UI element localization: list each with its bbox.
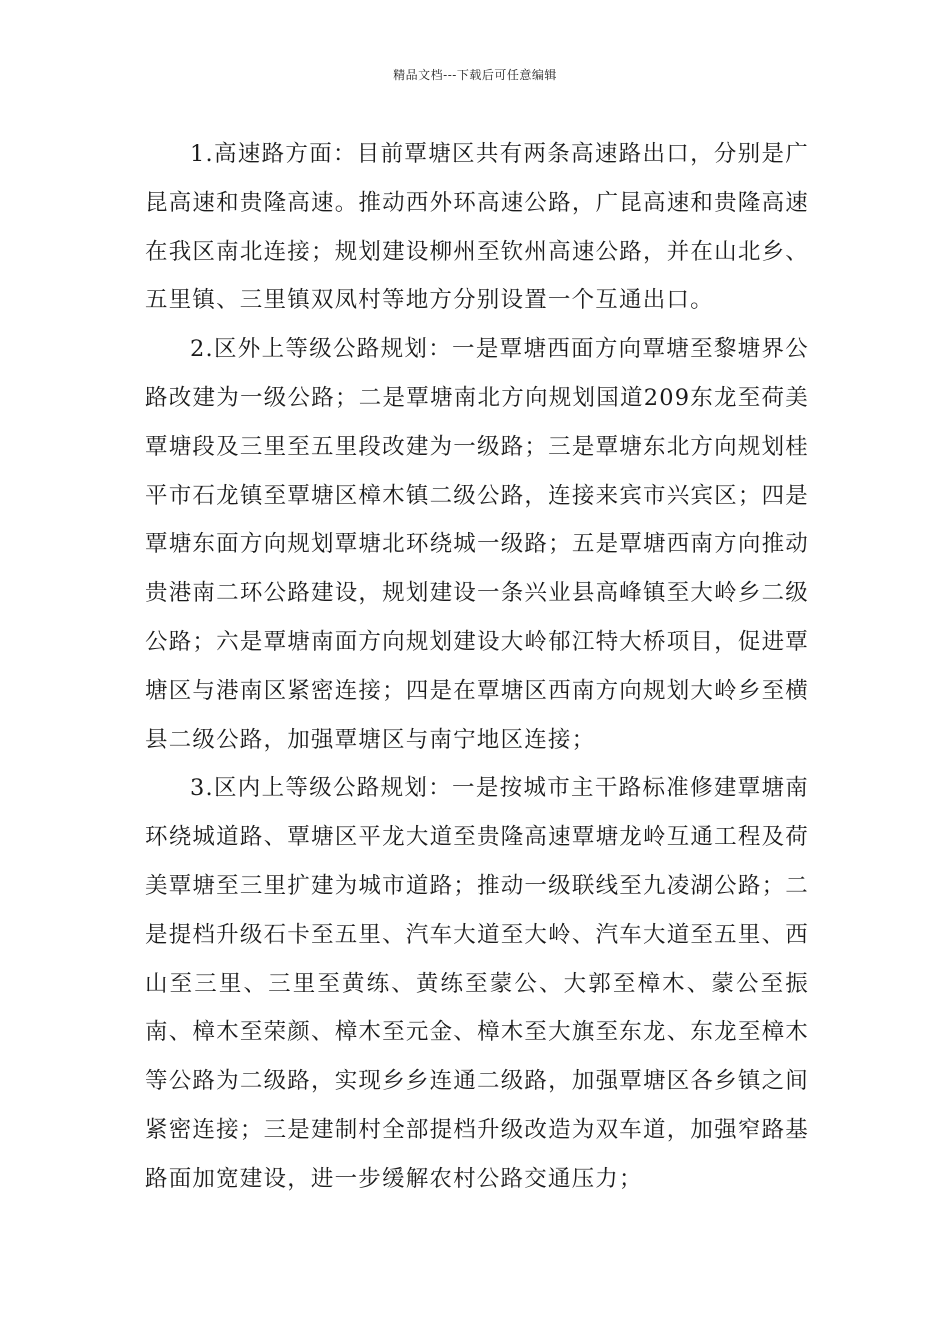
page-header: 精品文档---下载后可任意编辑 [393,68,557,82]
document-body [145,130,809,1204]
paragraph-external-roads: 2.区外上等级公路规划：一是覃塘西面方向覃塘至黎塘界公路改建为一级公路；二是覃塘南北方向规划国道209东龙至荷美覃塘段及三里至五里段改建为一级路；三是覃塘东北方向规划桂平市石龙镇至覃塘区樟木镇二级公路，连接来宾市兴宾区；四是覃塘东面方向规划覃塘北环绕城一级路；五是覃塘西南方向推动贵港南二环公路建设，规划建设一条兴业县高峰镇至大岭乡二级公路；六是覃塘南面方向规划建设大岭郁江特大桥项目，促进覃塘区与港南区紧密连接；四是在覃塘区西南方向规划大岭乡至横县二级公路，加强覃塘区与南宁地区连接； [145,336,809,753]
paragraph-highways: 1.高速路方面：目前覃塘区共有两条高速路出口，分别是广昆高速和贵隆高速。推动西外环高速公路，广昆高速和贵隆高速在我区南北连接；规划建设柳州至钦州高速公路，并在山北乡、五里镇、三里镇双凤村等地方分别设置一个互通出口。 [145,141,809,314]
paragraph-internal-roads: 3.区内上等级公路规划：一是按城市主干路标准修建覃塘南环绕城道路、覃塘区平龙大道至贵隆高速覃塘龙岭互通工程及荷美覃塘至三里扩建为城市道路；推动一级联线至九凌湖公路；二是提档升级石卡至五里、汽车大道至大岭、汽车大道至五里、西山至三里、三里至黄练、黄练至蒙公、大郭至樟木、蒙公至振南、樟木至荣颜、樟木至元金、樟木至大旗至东龙、东龙至樟木等公路为二级路，实现乡乡连通二级路，加强覃塘区各乡镇之间紧密连接；三是建制村全部提档升级改造为双车道，加强窄路基路面加宽建设，进一步缓解农村公路交通压力； [145,775,809,1192]
